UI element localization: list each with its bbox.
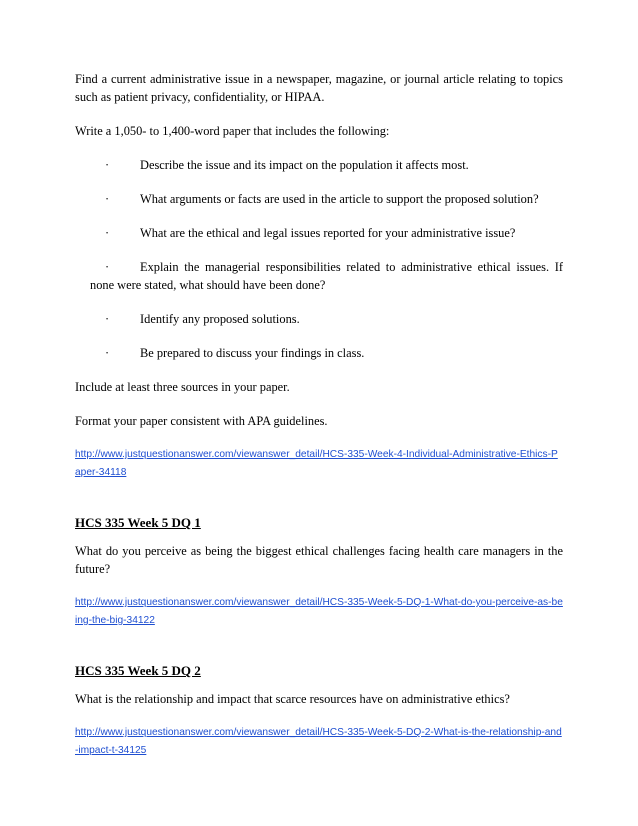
bullet-item bbox=[90, 156, 563, 174]
bullet-mark: · bbox=[105, 192, 110, 206]
bullet-text: What arguments or facts are used in the article to support the proposed solution? bbox=[140, 192, 539, 206]
bullet-item bbox=[90, 224, 563, 242]
bullet-item bbox=[90, 190, 563, 208]
bullet-text: Be prepared to discuss your findings in class. bbox=[140, 346, 365, 360]
answer-link-week4[interactable]: http://www.justquestionanswer.com/viewanswer_detail/HCS-335-Week-4-Individual-Administrative-Ethics-Paper-34118 bbox=[75, 449, 558, 478]
intro-paragraph: Find a current administrative issue in a newspaper, magazine, or journal article relating to topics such as patient privacy, confidentiality, or HIPAA. bbox=[75, 72, 563, 104]
bullet-text: Identify any proposed solutions. bbox=[140, 312, 300, 326]
bullet-item bbox=[90, 258, 563, 294]
section-heading-dq1: HCS 335 Week 5 DQ 1 bbox=[75, 515, 201, 530]
write-instruction: Write a 1,050- to 1,400-word paper that includes the following: bbox=[75, 124, 390, 138]
bullet-text: What are the ethical and legal issues reported for your administrative issue? bbox=[140, 226, 516, 240]
bullet-mark: · bbox=[105, 158, 110, 172]
answer-link-dq1[interactable]: http://www.justquestionanswer.com/viewanswer_detail/HCS-335-Week-5-DQ-1-What-do-you-perceive-as-being-the-big-34122 bbox=[75, 597, 563, 626]
dq1-question: What do you perceive as being the biggest ethical challenges facing health care managers in the future? bbox=[75, 544, 563, 576]
bullet-text: Explain the managerial responsibilities related to administrative ethical issues. If none were stated, what should have been done? bbox=[90, 260, 563, 292]
section-heading-dq2: HCS 335 Week 5 DQ 2 bbox=[75, 663, 201, 678]
answer-link-dq2[interactable]: http://www.justquestionanswer.com/viewanswer_detail/HCS-335-Week-5-DQ-2-What-is-the-relationship-and-impact-t-34125 bbox=[75, 727, 562, 756]
bullet-item bbox=[90, 310, 563, 328]
sources-instruction: Include at least three sources in your paper. bbox=[75, 380, 290, 394]
bullet-mark: · bbox=[105, 226, 110, 240]
bullet-mark: · bbox=[105, 346, 110, 360]
bullet-item bbox=[90, 344, 563, 362]
document-page bbox=[75, 70, 563, 776]
bullet-mark: · bbox=[105, 260, 110, 274]
bullet-text: Describe the issue and its impact on the population it affects most. bbox=[140, 158, 469, 172]
dq2-question: What is the relationship and impact that scarce resources have on administrative ethics? bbox=[75, 692, 510, 706]
bullet-mark: · bbox=[105, 312, 110, 326]
format-instruction: Format your paper consistent with APA guidelines. bbox=[75, 414, 328, 428]
